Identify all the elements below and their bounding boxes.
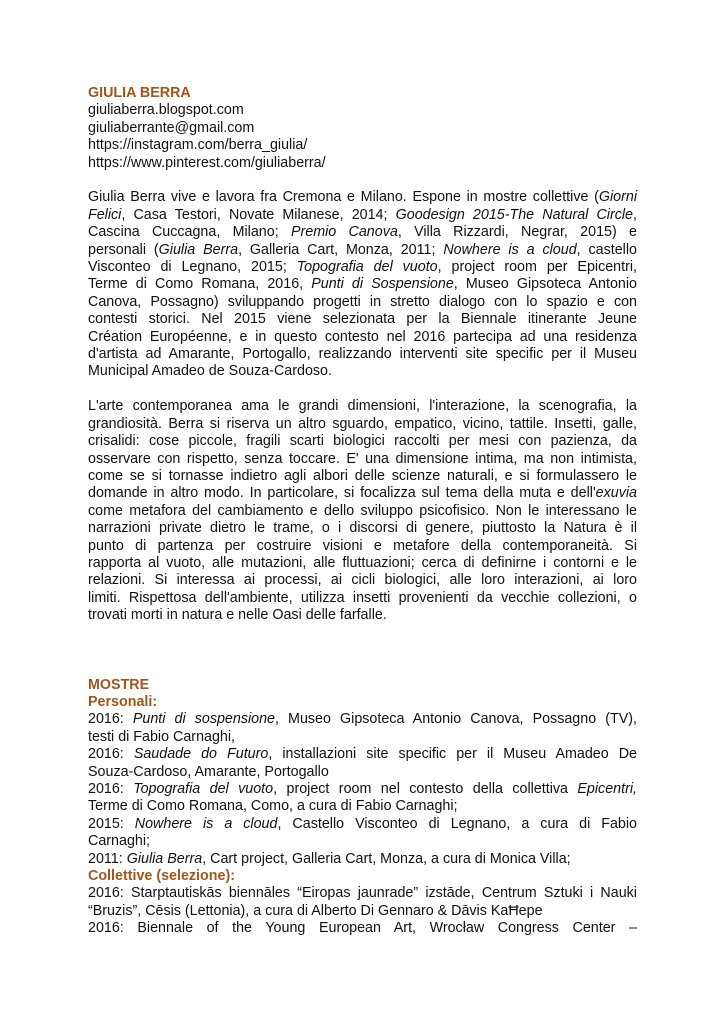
text-segment: limiti. Rispettosa dell'ambiente, utilizza insetti provenienti da vecchie collezioni, o [88, 589, 637, 606]
text-line [88, 294, 637, 311]
text-segment: osservare con rispetto, senza toccare. E' una dimensione intima, ma non intimista, [88, 450, 637, 467]
list-line [88, 798, 637, 815]
italic-title: Punti di Sospensione [311, 276, 454, 293]
italic-title: Topografia del vuoto [296, 259, 438, 276]
text-segment: Création Européenne, e in questo contesto nel 2016 partecipa ad una residenza [88, 328, 637, 345]
list-line [88, 851, 637, 868]
link-instagram[interactable]: https://instagram.com/berra_giulia/ [88, 137, 308, 154]
collettive-list [88, 885, 637, 937]
text-line [88, 311, 637, 328]
section-title-mostre: MOSTRE [88, 676, 150, 693]
italic-title: Goodesign 2015-The Natural Circle [395, 206, 634, 223]
text-segment: , installazioni site specific per il Museu Amadeo De [268, 746, 637, 763]
list-line [88, 903, 637, 920]
text-line [88, 207, 637, 224]
text-segment: domande in altro modo. In particolare, si focalizza sul tema della muta e dell' [88, 485, 596, 502]
text-segment: , Museo Gipsoteca Antonio [453, 276, 637, 293]
italic-title: Topografia del vuoto [133, 781, 274, 797]
list-line [88, 833, 637, 850]
text-segment: Giulia Berra vive e lavora fra Cremona e Milano. Espone in mostre collettive ( [88, 189, 599, 206]
text-segment: come se si tornasse indietro agli albori delle scienze naturali, e si formulassero le [88, 467, 637, 484]
text-line [88, 224, 637, 241]
text-segment: trovati morti in natura e nelle Oasi delle farfalle. [88, 607, 387, 624]
text-line [88, 416, 637, 433]
text-segment: Visconteo di Legnano, 2015; [88, 259, 297, 276]
list-line [88, 729, 637, 746]
text-line [88, 572, 637, 589]
text-line [88, 485, 637, 502]
list-line [88, 781, 637, 798]
text-line [88, 468, 637, 485]
text-segment: narrazioni private dietro le trame, o i discorsi di genere, piuttosto la Natura è il [88, 520, 637, 537]
text-segment: contesti storici. Nel 2015 viene selezionata per la Biennale itinerante Jeune [88, 311, 637, 328]
text-segment: 2015: [88, 815, 135, 832]
italic-title: Giulia Berra [126, 850, 203, 867]
text-segment: Carnaghi; [88, 833, 150, 850]
list-line [88, 711, 637, 728]
text-segment: rapporta al vuoto, alle mutazioni, alle fluttuazioni; cerca di definirne i contorni e le [88, 554, 637, 571]
text-segment: , [633, 206, 637, 223]
italic-title: Giulia Berra [158, 241, 239, 258]
italic-title: Nowhere is a cloud [134, 815, 278, 832]
text-segment: punto di partenza per costruire visioni e metafore della contemporaneità. Si [88, 537, 637, 554]
text-segment: grandiosità. Berra si riserva un altro sguardo, empatico, vicino, tattile. Insetti, galle, [88, 415, 637, 432]
text-segment: , Cart project, Galleria Cart, Monza, a cura di Monica Villa; [202, 850, 571, 867]
text-line [88, 433, 637, 450]
text-line [88, 242, 637, 259]
text-segment: 2016: Biennale of the Young European Art, Wrocław Congress Center – [88, 920, 637, 937]
bio-paragraph-2 [88, 398, 637, 624]
text-segment: Municipal Amadeo de Souza-Cardoso. [88, 363, 332, 380]
italic-title: Premio Canova [290, 224, 398, 241]
text-line [88, 398, 637, 415]
text-segment: , Museo Gipsoteca Antonio Canova, Possagno (TV), [275, 711, 637, 728]
italic-title: Nowhere is a cloud [443, 241, 577, 258]
text-segment: , castello [576, 241, 637, 258]
text-line [88, 555, 637, 572]
italic-title: Punti di sospensione [132, 711, 275, 728]
text-segment: d'artista ad Amarante, Portogallo, realizzando interventi site specific per il Museu [88, 346, 637, 363]
document-body [88, 85, 637, 938]
text-segment: 2016: [88, 711, 133, 728]
text-segment: come metafora del cambiamento e dello sviluppo psicofisico. Non le interessano le [88, 502, 637, 519]
link-email[interactable]: giuliaberrante@gmail.com [88, 119, 255, 136]
text-line [88, 538, 637, 555]
list-line [88, 885, 637, 902]
text-segment: , Villa Rizzardi, Negrar, 2015) e [397, 224, 637, 241]
text-line [88, 329, 637, 346]
text-segment: 2016: [88, 781, 134, 797]
subsection-title-collettive: Collettive (selezione): [88, 868, 235, 885]
link-pinterest[interactable]: https://www.pinterest.com/giuliaberra/ [88, 154, 326, 171]
artist-name: GIULIA BERRA [88, 85, 191, 101]
text-segment: testi di Fabio Carnaghi, [88, 728, 236, 745]
text-line [88, 503, 637, 520]
italic-title: Epicentri, [577, 781, 637, 797]
subsection-title-personali: Personali: [88, 693, 158, 710]
text-line [88, 451, 637, 468]
text-line [88, 520, 637, 537]
italic-title: Felici [88, 206, 122, 223]
text-segment: Souza-Cardoso, Amarante, Portogallo [88, 763, 329, 780]
text-line [88, 607, 637, 624]
list-line [88, 816, 637, 833]
text-segment: , Castello Visconteo di Legnano, a cura di Fabio [277, 815, 638, 832]
text-segment: “Bruzis”, Cēsis (Lettonia), a cura di Alberto Di Gennaro & Dāvis KaĦepe [88, 902, 543, 919]
text-segment: 2011: [88, 850, 127, 867]
text-segment: Canova, Possagno) sviluppando progetti in stretto dialogo con lo spazio e con [88, 293, 637, 310]
bio-paragraph-1 [88, 189, 637, 380]
contact-links [88, 102, 637, 172]
text-segment: , Galleria Cart, Monza, 2011; [238, 241, 444, 258]
list-line [88, 920, 637, 937]
text-segment: 2016: [88, 746, 134, 763]
text-segment: L'arte contemporanea ama le grandi dimensioni, l'interazione, la scenografia, la [88, 398, 637, 415]
text-segment: personali ( [88, 241, 159, 258]
text-segment: , project room per Epicentri, [437, 259, 638, 276]
text-segment: , project room nel contesto della collettiva [273, 781, 578, 797]
list-line [88, 746, 637, 763]
text-segment: Terme di Como Romana, 2016, [88, 276, 312, 293]
text-line [88, 590, 637, 607]
text-line [88, 189, 637, 206]
text-segment: , Casa Testori, Novate Milanese, 2014; [121, 206, 396, 223]
list-line [88, 764, 637, 781]
text-segment: crisalidi: cose piccole, fragili scarti biologici raccolti per mesi con pazienza, da [88, 433, 637, 450]
italic-title: exuvia [595, 485, 637, 502]
text-line [88, 346, 637, 363]
text-segment: relazioni. Si interessa ai processi, ai cicli biologici, alle loro interazioni, ai loro [88, 572, 637, 589]
text-line [88, 276, 637, 293]
italic-title: Saudade do Futuro [133, 746, 269, 763]
text-segment: 2016: Starptautiskās biennāles “Eiropas jaunrade” izstāde, Centrum Sztuki i Nauki [88, 885, 637, 902]
text-segment: Cascina Cuccagna, Milano; [88, 224, 291, 241]
link-blog[interactable]: giuliaberra.blogspot.com [88, 102, 244, 119]
italic-title: Giorni [598, 189, 637, 206]
text-segment: Terme di Como Romana, Como, a cura di Fabio Carnaghi; [88, 798, 458, 815]
text-line [88, 363, 637, 380]
personali-list [88, 711, 637, 868]
text-line [88, 259, 637, 276]
